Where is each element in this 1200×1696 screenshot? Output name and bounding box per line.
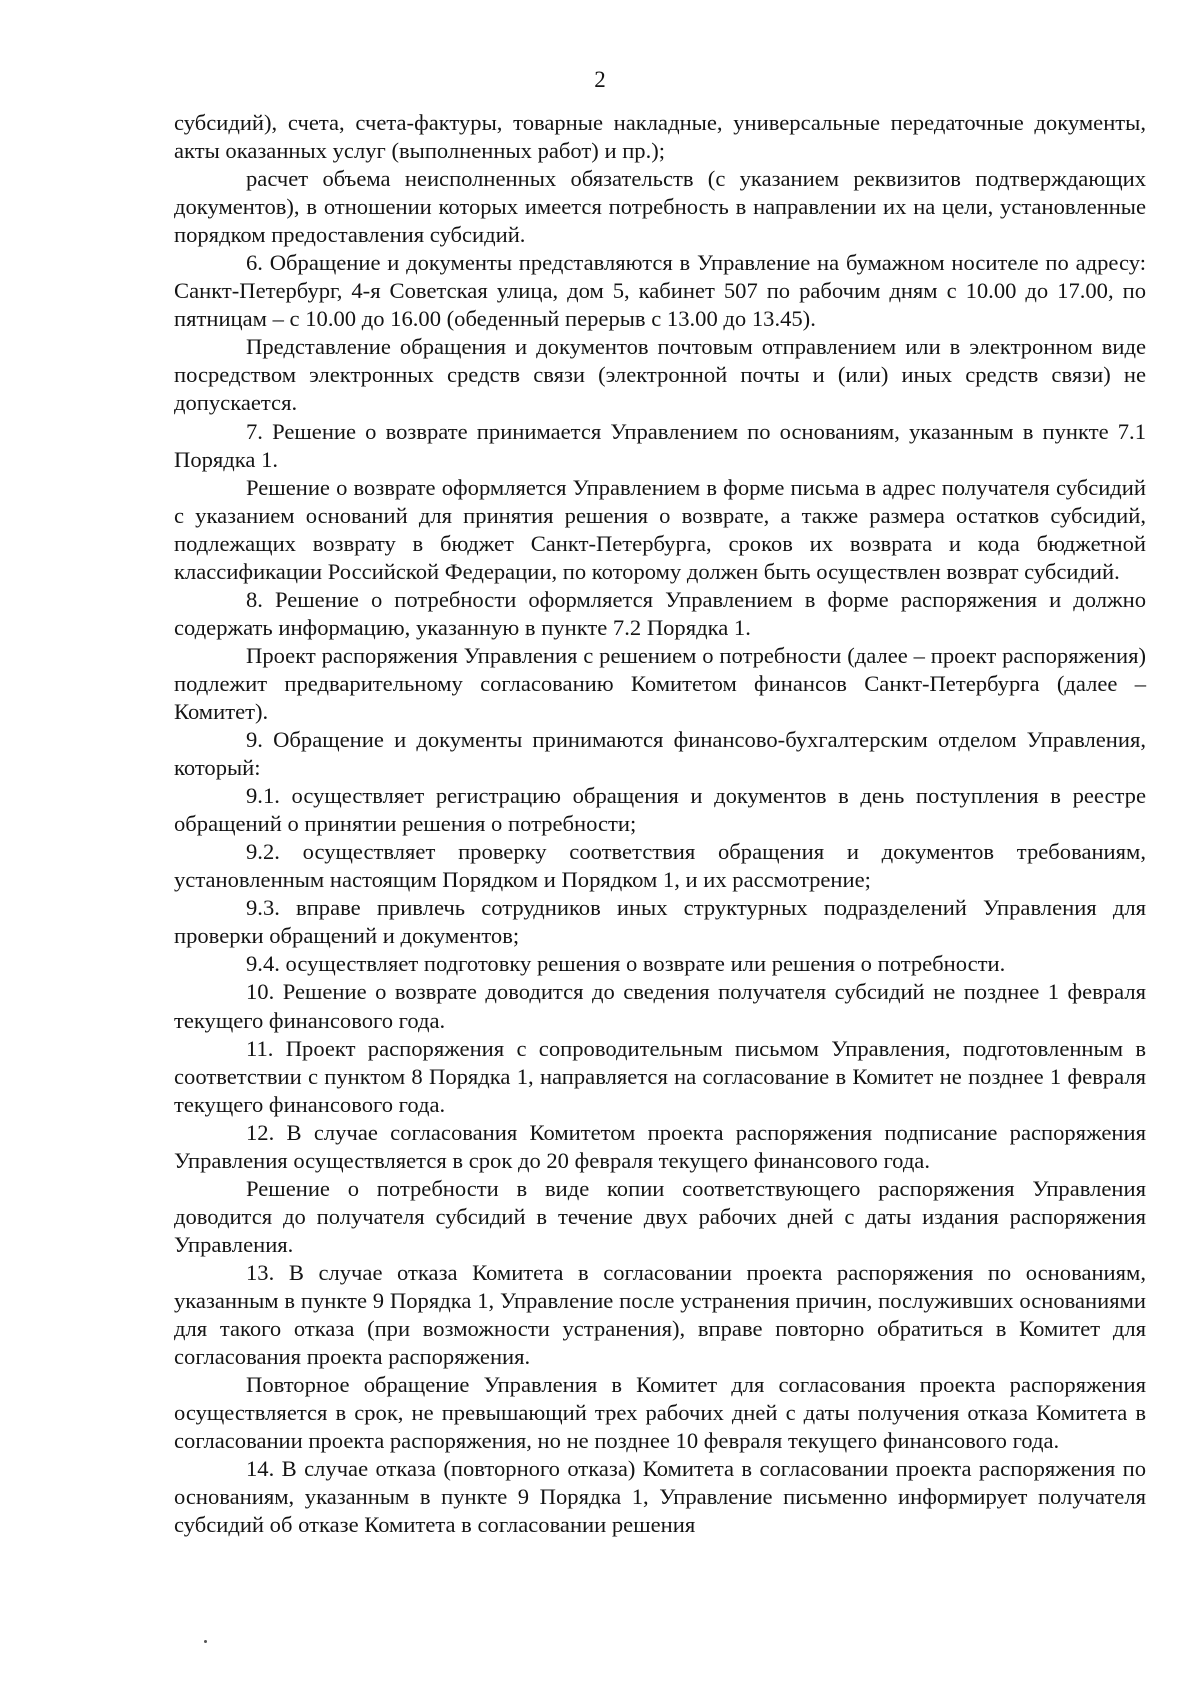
paragraph: 13. В случае отказа Комитета в согласовании проекта распоряжения по основаниям, указанным в пункте 9 Порядка 1, Управление после устранения причин, послуживших основаниями для такого отказа (при возможности устранения), вправе повторно обратиться в Комитет для согласования проекта распоряжения.: [174, 1259, 1146, 1370]
paragraph: 8. Решение о потребности оформляется Управлением в форме распоряжения и должно содержать информацию, указанную в пункте 7.2 Порядка 1.: [174, 586, 1146, 640]
paragraph: Повторное обращение Управления в Комитет для согласования проекта распоряжения осуществляется в срок, не превышающий трех рабочих дней с даты получения отказа Комитета в согласовании проекта распоряжения, но не позднее 10 февраля текущего финансового года.: [174, 1372, 1146, 1454]
paragraph: 12. В случае согласования Комитетом проекта распоряжения подписание распоряжения Управления осуществляется в срок до 20 февраля текущего финансового года.: [174, 1119, 1146, 1173]
document-body: [174, 109, 1146, 1539]
paragraph: 6. Обращение и документы представляются в Управление на бумажном носителе по адресу: Санкт-Петербург, 4-я Советская улица, дом 5, кабинет 507 по рабочим дням с 10.00 до 17.00, по пятницам – с 10.00 до 16.00 (обеденный перерыв с 13.00 до 13.45).: [174, 250, 1146, 332]
paragraph: расчет объема неисполненных обязательств (с указанием реквизитов подтверждающих документов), в отношении которых имеется потребность в направлении их на цели, установленные порядком предоставления субсидий.: [174, 166, 1146, 248]
paragraph: субсидий), счета, счета-фактуры, товарные накладные, универсальные передаточные документы, акты оказанных услуг (выполненных работ) и пр.);: [174, 110, 1146, 164]
paragraph: 9.3. вправе привлечь сотрудников иных структурных подразделений Управления для проверки обращений и документов;: [174, 895, 1146, 949]
paragraph: 7. Решение о возврате принимается Управлением по основаниям, указанным в пункте 7.1 Порядка 1.: [174, 418, 1146, 472]
paragraph: 10. Решение о возврате доводится до сведения получателя субсидий не позднее 1 февраля текущего финансового года.: [174, 979, 1146, 1033]
paragraph: 9. Обращение и документы принимаются финансово-бухгалтерским отделом Управления, который:: [174, 727, 1146, 781]
paragraph: Проект распоряжения Управления с решением о потребности (далее – проект распоряжения) подлежит предварительному согласованию Комитетом финансов Санкт-Петербурга (далее – Комитет).: [174, 642, 1146, 724]
paragraph: 11. Проект распоряжения с сопроводительным письмом Управления, подготовленным в соответствии с пунктом 8 Порядка 1, направляется на согласование в Комитет не позднее 1 февраля текущего финансового года.: [174, 1035, 1146, 1117]
paragraph: Решение о потребности в виде копии соответствующего распоряжения Управления доводится до получателя субсидий в течение двух рабочих дней с даты издания распоряжения Управления.: [174, 1175, 1146, 1257]
paragraph: 9.4. осуществляет подготовку решения о возврате или решения о потребности.: [246, 951, 1006, 977]
paragraph: 9.1. осуществляет регистрацию обращения и документов в день поступления в реестре обращений о принятии решения о потребности;: [174, 783, 1146, 837]
paragraph: Представление обращения и документов почтовым отправлением или в электронном виде посредством электронных средств связи (электронной почты и (или) иных средств связи) не допускается.: [174, 334, 1146, 416]
scan-speck: [204, 1640, 207, 1643]
paragraph: Решение о возврате оформляется Управлением в форме письма в адрес получателя субсидий с указанием оснований для принятия решения о возврате, а также размера остатков субсидий, подлежащих возврату в бюджет Санкт-Петербурга, сроков их возврата и кода бюджетной классификации Российской Федерации, по которому должен быть осуществлен возврат субсидий.: [174, 474, 1146, 584]
page-number: 2: [594, 67, 606, 92]
paragraph: 9.2. осуществляет проверку соответствия обращения и документов требованиям, установленным настоящим Порядком и Порядком 1, и их рассмотрение;: [174, 839, 1146, 893]
paragraph: 14. В случае отказа (повторного отказа) Комитета в согласовании проекта распоряжения по основаниям, указанным в пункте 9 Порядка 1, Управление письменно информирует получателя субсидий об отказе Комитета в согласовании решения: [174, 1456, 1146, 1538]
